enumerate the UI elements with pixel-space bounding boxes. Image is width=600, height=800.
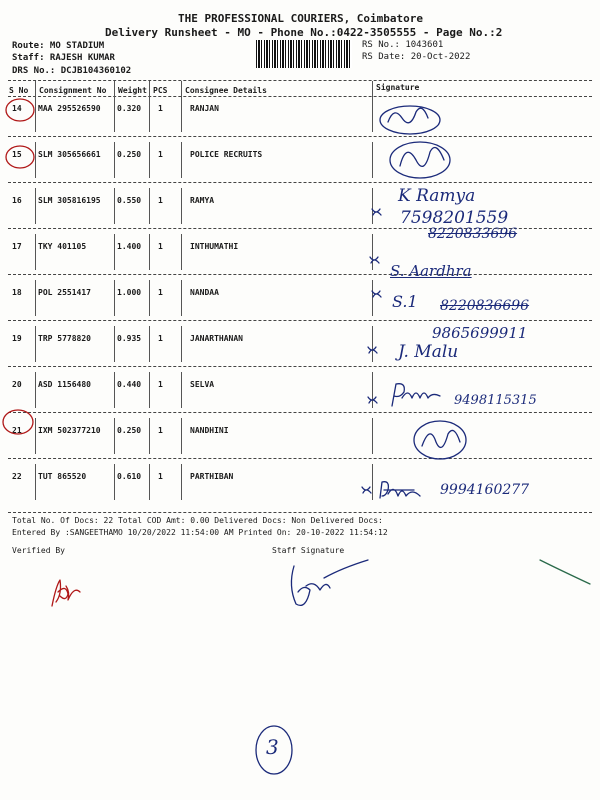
col-divider	[114, 464, 115, 500]
col-divider	[181, 326, 182, 362]
row-18-tick-mark	[370, 288, 384, 300]
row-19-tick-mark	[366, 344, 380, 356]
row-weight: 0.610	[117, 472, 142, 481]
col-divider	[181, 464, 182, 500]
route-label: Route: MO STADIUM	[12, 41, 105, 51]
row-16-handwritten-phone-struck: 8220833696	[428, 226, 518, 242]
barcode	[256, 40, 352, 68]
row-consignment-no: TRP 5778820	[38, 334, 91, 343]
row-circle-mark	[2, 96, 42, 126]
totals-line: Total No. Of Docs: 22 Total COD Amt: 0.00 Delivered Docs: Non Delivered Docs:	[12, 516, 383, 525]
row-sno: 17	[12, 242, 22, 251]
col-divider	[35, 188, 36, 224]
row-16-tick-mark	[370, 206, 384, 218]
col-divider	[372, 96, 373, 132]
col-divider	[372, 418, 373, 454]
row-16-handwritten-phone: 7598201559	[400, 208, 509, 228]
margin-scribble	[538, 556, 598, 586]
staff-signature	[284, 556, 374, 612]
col-divider	[149, 464, 150, 500]
runsheet-title: Delivery Runsheet - MO - Phone No.:0422-3505555 - Page No.:2	[105, 26, 503, 39]
col-pcs: PCS	[153, 86, 168, 95]
row-consignment-no: MAA 295526590	[38, 104, 101, 113]
row-separator	[8, 182, 592, 183]
row-consignee: NANDAA	[190, 288, 219, 297]
col-divider	[114, 372, 115, 408]
col-consignment: Consignment No	[39, 86, 107, 95]
row-sno: 14	[12, 104, 22, 113]
col-divider	[372, 81, 373, 97]
verified-by-signature	[44, 572, 88, 612]
row-consignee: INTHUMATHI	[190, 242, 239, 251]
row-consignment-no: POL 2551417	[38, 288, 91, 297]
row-sno: 16	[12, 196, 22, 205]
row-consignee: POLICE RECRUITS	[190, 150, 263, 159]
rs-number: RS No.: 1043601	[362, 40, 444, 50]
row-22-handwritten-phone: 9994160277	[440, 482, 530, 498]
header-bottom-rule	[8, 96, 592, 97]
drs-number: DRS No.: DCJB104360102	[12, 66, 132, 76]
company-name: THE PROFESSIONAL COURIERS, Coimbatore	[178, 12, 424, 25]
col-divider	[181, 81, 182, 97]
row-consignment-no: SLM 305816195	[38, 196, 101, 205]
row-separator	[8, 274, 592, 275]
row-consignment-no: TUT 865520	[38, 472, 87, 481]
row-consignment-no: IXM 502377210	[38, 426, 101, 435]
row-pcs: 1	[158, 242, 163, 251]
row-18-handwritten-phone-struck: 8220836696	[440, 298, 530, 314]
row-18-handwritten-name: S.1	[392, 292, 418, 311]
header-top-rule	[8, 80, 592, 81]
row-pcs: 1	[158, 196, 163, 205]
row-weight: 1.000	[117, 288, 142, 297]
row-14-signature	[374, 98, 444, 138]
col-divider	[114, 280, 115, 316]
row-consignment-no: TKY 401105	[38, 242, 87, 251]
col-divider	[149, 142, 150, 178]
col-divider	[114, 326, 115, 362]
row-20-handwritten-phone: 9498115315	[454, 393, 537, 408]
col-weight: Weight	[118, 86, 147, 95]
row-consignee: SELVA	[190, 380, 215, 389]
row-21-signature	[410, 418, 474, 464]
footer-rule	[8, 512, 592, 513]
row-sno: 20	[12, 380, 22, 389]
entered-by-line: Entered By :SANGEETHAMO 10/20/2022 11:54:00 AM Printed On: 20-10-2022 11:54:12	[12, 528, 388, 537]
row-22-signature	[376, 478, 426, 502]
col-divider	[114, 81, 115, 97]
col-divider	[35, 464, 36, 500]
col-divider	[149, 96, 150, 132]
col-signature: Signature	[376, 83, 420, 92]
row-sno: 15	[12, 150, 22, 159]
row-20-signature	[388, 380, 444, 410]
row-consignee: NANDHINI	[190, 426, 229, 435]
col-divider	[114, 96, 115, 132]
col-divider	[181, 142, 182, 178]
row-pcs: 1	[158, 104, 163, 113]
staff-label: Staff: RAJESH KUMAR	[12, 53, 115, 63]
row-weight: 0.250	[117, 426, 142, 435]
col-divider	[149, 188, 150, 224]
row-sno: 22	[12, 472, 22, 481]
row-19-handwritten-phone: 9865699911	[432, 324, 528, 342]
col-divider	[114, 142, 115, 178]
col-consignee: Consignee Details	[185, 86, 267, 95]
col-divider	[149, 234, 150, 270]
row-separator	[8, 412, 592, 413]
row-22-tick-mark	[360, 484, 374, 496]
row-weight: 0.250	[117, 150, 142, 159]
col-divider	[372, 142, 373, 178]
col-sno: S No	[9, 86, 29, 95]
row-pcs: 1	[158, 472, 163, 481]
row-pcs: 1	[158, 380, 163, 389]
row-consignment-no: SLM 305656661	[38, 150, 101, 159]
col-divider	[181, 96, 182, 132]
rs-date: RS Date: 20-Oct-2022	[362, 52, 471, 62]
row-weight: 0.440	[117, 380, 142, 389]
row-weight: 1.400	[117, 242, 142, 251]
row-20-tick-mark	[366, 394, 380, 406]
row-17-handwritten-name: S. Aardhra	[390, 262, 472, 280]
row-separator	[8, 136, 592, 137]
verified-by-label: Verified By	[12, 546, 65, 555]
row-consignee: RANJAN	[190, 104, 219, 113]
col-divider	[181, 418, 182, 454]
row-sno: 21	[12, 426, 22, 435]
row-separator	[8, 458, 592, 459]
col-divider	[114, 234, 115, 270]
col-divider	[149, 81, 150, 97]
col-divider	[114, 188, 115, 224]
row-consignee: RAMYA	[190, 196, 215, 205]
row-weight: 0.935	[117, 334, 142, 343]
staff-signature-label: Staff Signature	[272, 546, 345, 555]
row-consignee: JANARTHANAN	[190, 334, 243, 343]
col-divider	[35, 81, 36, 97]
row-pcs: 1	[158, 426, 163, 435]
row-pcs: 1	[158, 150, 163, 159]
row-16-handwritten-name: K Ramya	[398, 186, 476, 206]
row-circle-mark	[2, 143, 42, 173]
row-consignment-no: ASD 1156480	[38, 380, 91, 389]
col-divider	[149, 280, 150, 316]
col-divider	[181, 280, 182, 316]
row-sno: 19	[12, 334, 22, 343]
col-divider	[114, 418, 115, 454]
col-divider	[149, 418, 150, 454]
col-divider	[35, 326, 36, 362]
page-number-handwritten: 3	[266, 735, 279, 759]
row-19-handwritten-name: J. Malu	[398, 342, 459, 362]
row-separator	[8, 366, 592, 367]
row-17-tick-mark	[368, 254, 382, 266]
row-separator	[8, 320, 592, 321]
col-divider	[35, 280, 36, 316]
col-divider	[35, 234, 36, 270]
col-divider	[181, 234, 182, 270]
col-divider	[181, 188, 182, 224]
row-pcs: 1	[158, 334, 163, 343]
row-circle-mark	[0, 402, 44, 436]
row-weight: 0.550	[117, 196, 142, 205]
row-pcs: 1	[158, 288, 163, 297]
col-divider	[181, 372, 182, 408]
row-15-signature	[386, 138, 456, 182]
col-divider	[149, 372, 150, 408]
col-divider	[149, 326, 150, 362]
row-consignee: PARTHIBAN	[190, 472, 234, 481]
row-weight: 0.320	[117, 104, 142, 113]
row-sno: 18	[12, 288, 22, 297]
